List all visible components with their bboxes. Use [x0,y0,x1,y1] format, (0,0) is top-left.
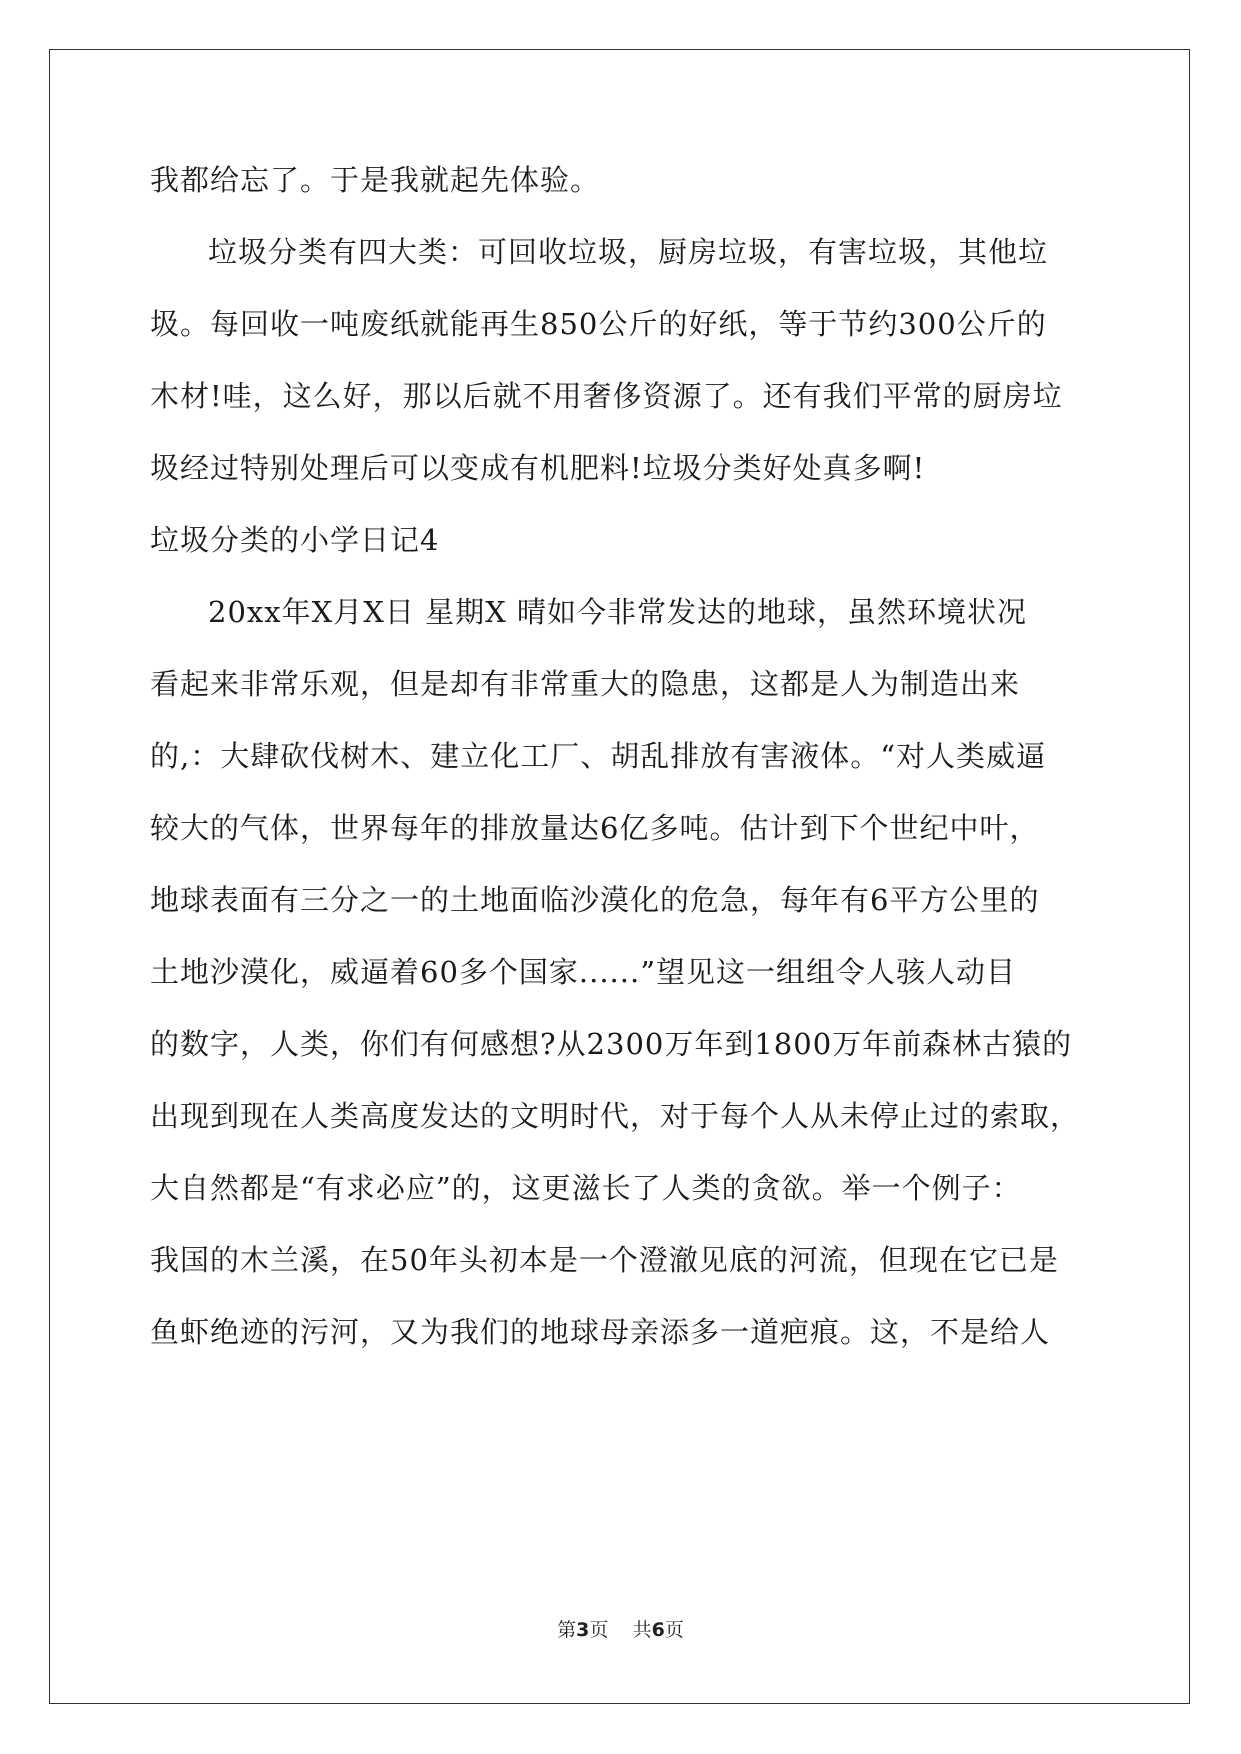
text-line: 木材!哇，这么好，那以后就不用奢侈资源了。还有我们平常的厨房垃 [150,379,1063,413]
text-line: 我都给忘了。于是我就起先体验。 [150,163,601,197]
text-line: 看起来非常乐观，但是却有非常重大的隐患，这都是人为制造出来 [150,667,1021,701]
text-line: 大自然都是“有求必应”的，这更滋长了人类的贪欲。举一个例子： [150,1171,1022,1205]
text-line: 我国的木兰溪，在50年头初本是一个澄澈见底的河流，但现在它已是 [150,1243,1059,1277]
text-line: 鱼虾绝迹的污河，又为我们的地球母亲添多一道疤痕。这，不是给人 [150,1315,1051,1349]
text-line: 的,：大肆砍伐树木、建立化工厂、胡乱排放有害液体。“对人类威逼 [150,739,1047,773]
text-line: 出现到现在人类高度发达的文明时代，对于每个人从未停止过的索取， [150,1099,1081,1133]
page-footer [0,1618,1241,1642]
text-line: 地球表面有三分之一的土地面临沙漠化的危急，每年有6平方公里的 [150,883,1040,917]
page-label-suffix: 页 [589,1619,609,1641]
total-pages: 6 [651,1619,665,1641]
section-heading: 垃圾分类的小学日记4 [150,523,440,557]
text-line: 圾经过特别处理后可以变成有机肥料!垃圾分类好处真多啊! [150,451,926,485]
text-line: 圾。每回收一吨废纸就能再生850公斤的好纸，等于节约300公斤的 [150,307,1047,341]
total-label-prefix: 共 [632,1619,652,1641]
text-line: 的数字，人类，你们有何感想?从2300万年到1800万年前森林古猿的 [150,1027,1073,1061]
text-line: 较大的气体，世界每年的排放量达6亿多吨。估计到下个世纪中叶， [150,811,1040,845]
page-number: 3 [576,1619,590,1641]
paragraph-first-line: 垃圾分类有四大类：可回收垃圾，厨房垃圾，有害垃圾，其他垃 [208,235,1049,269]
paragraph-first-line: 20xx年X月X日 星期X 晴如今非常发达的地球，虽然环境状况 [208,595,1027,629]
page-border [49,49,1190,1704]
total-label-suffix: 页 [664,1619,684,1641]
page-label-prefix: 第 [557,1619,577,1641]
text-line: 土地沙漠化，威逼着60多个国家......”望见这一组组令人骇人动目 [150,955,1017,989]
